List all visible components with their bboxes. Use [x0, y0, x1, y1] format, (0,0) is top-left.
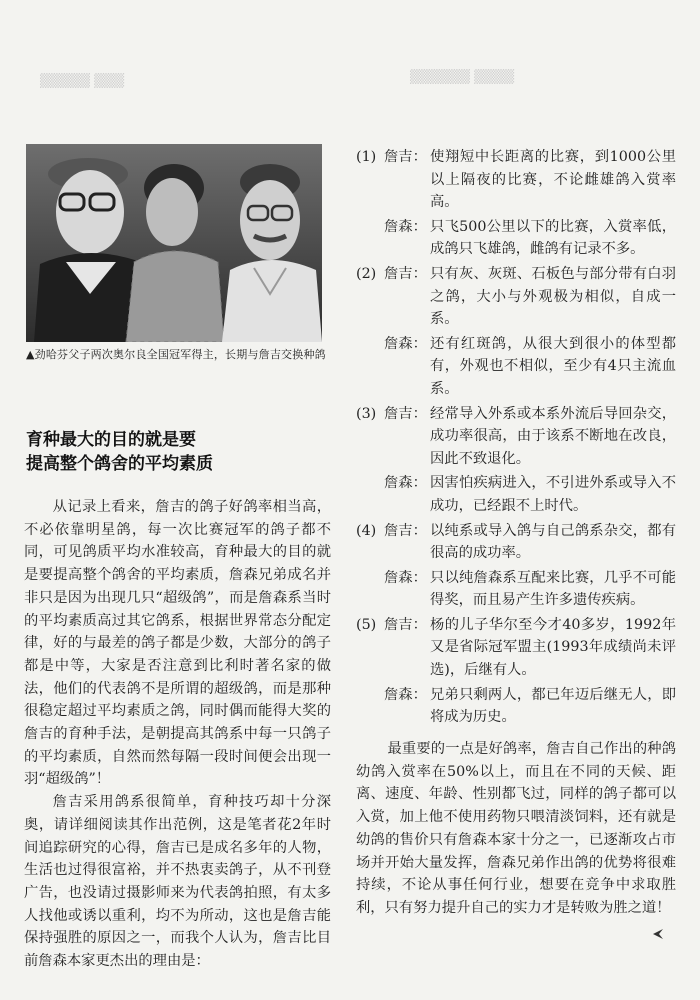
- body-paragraph: 詹吉采用鸽系很简单，育种技巧却十分深奥，请详细阅读其作出范例，这是笔者花2年时间追踪研究的心得，詹吉已是成名多年的人物，生活也过得很富裕，并不热衷卖鸽子，从不刊登广告，也没请过摄影师来为代表鸽拍照，有太多人找他或诱以重利，均不为所动，这也是詹吉能保持强胜的原因之一，而我个人认为，詹吉比目前詹森本家更杰出的理由是：: [24, 794, 331, 970]
- comparison-item: [356, 333, 676, 401]
- bird-end-mark-icon: [652, 928, 664, 940]
- item-number: (2): [356, 265, 377, 282]
- comparison-item: [356, 567, 676, 612]
- comparison-item: [356, 520, 676, 565]
- item-number: [356, 684, 384, 729]
- item-number: [356, 216, 384, 261]
- item-text: 杨的儿子华尔至今才40多岁，1992年又是省际冠军盟主(1993年成绩尚未评选)，后继有人。: [430, 616, 676, 679]
- item-text: 只有灰、灰斑、石板色与部分带有白羽之鸽，大小与外观极为相似，自成一系。: [430, 265, 676, 328]
- item-text: 兄弟只剩两人，都已年迈后继无人，即将成为历史。: [430, 686, 676, 726]
- show-through-text: ▒▒▒ ▒▒▒▒▒: [40, 74, 125, 89]
- item-number: (1): [356, 149, 377, 165]
- item-speaker: 詹吉：: [384, 522, 427, 539]
- body-paragraph: 最重要的一点是好鸽率，詹吉自己作出的种鸽幼鸽入赏率在50%以上，而且在不同的天候、距离、速度、年龄、性别都飞过，同样的鸽子都可以入赏，加上他不使用药物只喂清淡饲料，还有就是幼鸽的售价只有詹森本家十分之一，已逐渐攻占市场并开始大量发挥，詹森兄弟作出鸽的优势将很难持续，不论从事任何行业，想要在竞争中求取胜利，只有努力提升自己的实力才是转败为胜之道！: [356, 741, 676, 916]
- item-text: 经常导入外系或本系外流后导回杂交，成功率很高，由于该系不断地在改良，因此不致退化。: [430, 405, 676, 467]
- item-speaker: 詹吉：: [384, 405, 427, 422]
- section-heading: [26, 428, 326, 476]
- item-speaker: 詹森：: [384, 569, 427, 586]
- item-speaker: 詹森：: [384, 475, 427, 492]
- comparison-item: [356, 472, 676, 517]
- comparison-item: [356, 684, 676, 729]
- left-column-body: [24, 496, 331, 973]
- item-number: (5): [356, 616, 377, 633]
- item-speaker: 詹吉：: [384, 616, 427, 633]
- comparison-list: [356, 146, 676, 731]
- item-speaker: 詹森：: [384, 218, 427, 235]
- item-number: (3): [356, 405, 377, 422]
- item-text: 只以纯詹森系互配来比赛，几乎不可能得奖，而且易产生许多遗传疾病。: [430, 569, 676, 609]
- comparison-item: [356, 403, 676, 471]
- comparison-item: [356, 216, 676, 261]
- item-number: [356, 333, 384, 401]
- comparison-item: [356, 146, 676, 214]
- item-text: 因害怕疾病进入，不引进外系或导入不成功，已经跟不上时代。: [430, 475, 676, 514]
- item-number: (4): [356, 522, 377, 539]
- item-speaker: 詹森：: [384, 335, 427, 352]
- comparison-item: [356, 614, 676, 682]
- right-column-conclusion: [356, 738, 676, 920]
- item-speaker: 詹吉：: [384, 265, 427, 282]
- comparison-item: [356, 263, 676, 331]
- heading-line-2: 提高整个鸽舍的平均素质: [26, 454, 213, 474]
- item-text: 还有红斑鸽，从很大到很小的体型都有，外观也不相似，至少有4只主流血系。: [430, 335, 676, 397]
- item-number: [356, 567, 384, 612]
- photo-caption: ▲劲哈芬父子两次奥尔良全国冠军得主，长期与詹吉交换种鸽: [26, 348, 326, 361]
- item-speaker: 詹吉：: [384, 149, 427, 165]
- item-number: [356, 472, 384, 517]
- portrait-photo: [26, 144, 322, 342]
- item-text: 使翔短中长距离的比赛，到1000公里以上隔夜的比赛，不论雌雄鸽入赏率高。: [430, 149, 676, 211]
- show-through-text: ▒▒▒▒ ▒▒▒▒▒▒: [410, 70, 515, 85]
- body-paragraph: 从记录上看来，詹吉的鸽子好鸽率相当高，不必依靠明星鸽，每一次比赛冠军的鸽子都不同，可见鸽质平均水准较高，育种最大的目的就是要提高整个鸽舍的平均素质，詹森兄弟成名并非只是因为出现几只“超级鸽”，而是詹森系当时的平均素质高过其它鸽系，根据世界常态分配定律，好的与最差的鸽子都是少数，大部分的鸽子都是中等，大家是否注意到比利时著名家的做法，他们的代表鸽不是所谓的超级鸽，而是那种很稳定超过平均素质之鸽，同时偶而能得大奖的詹吉的育种手法，是朝提高其鸽系中每一只鸽子的平均素质，自然而然每隔一段时间便会出现一羽“超级鸽”！: [24, 499, 331, 788]
- item-speaker: 詹森：: [384, 686, 427, 703]
- heading-line-1: 育种最大的目的就是要: [26, 430, 196, 450]
- item-text: 以纯系或导入鸽与自己鸽系杂交，都有很高的成功率。: [430, 522, 676, 562]
- item-text: 只飞500公里以下的比赛，入赏率低，成鸽只飞雄鸽，雌鸽有记录不多。: [430, 218, 676, 258]
